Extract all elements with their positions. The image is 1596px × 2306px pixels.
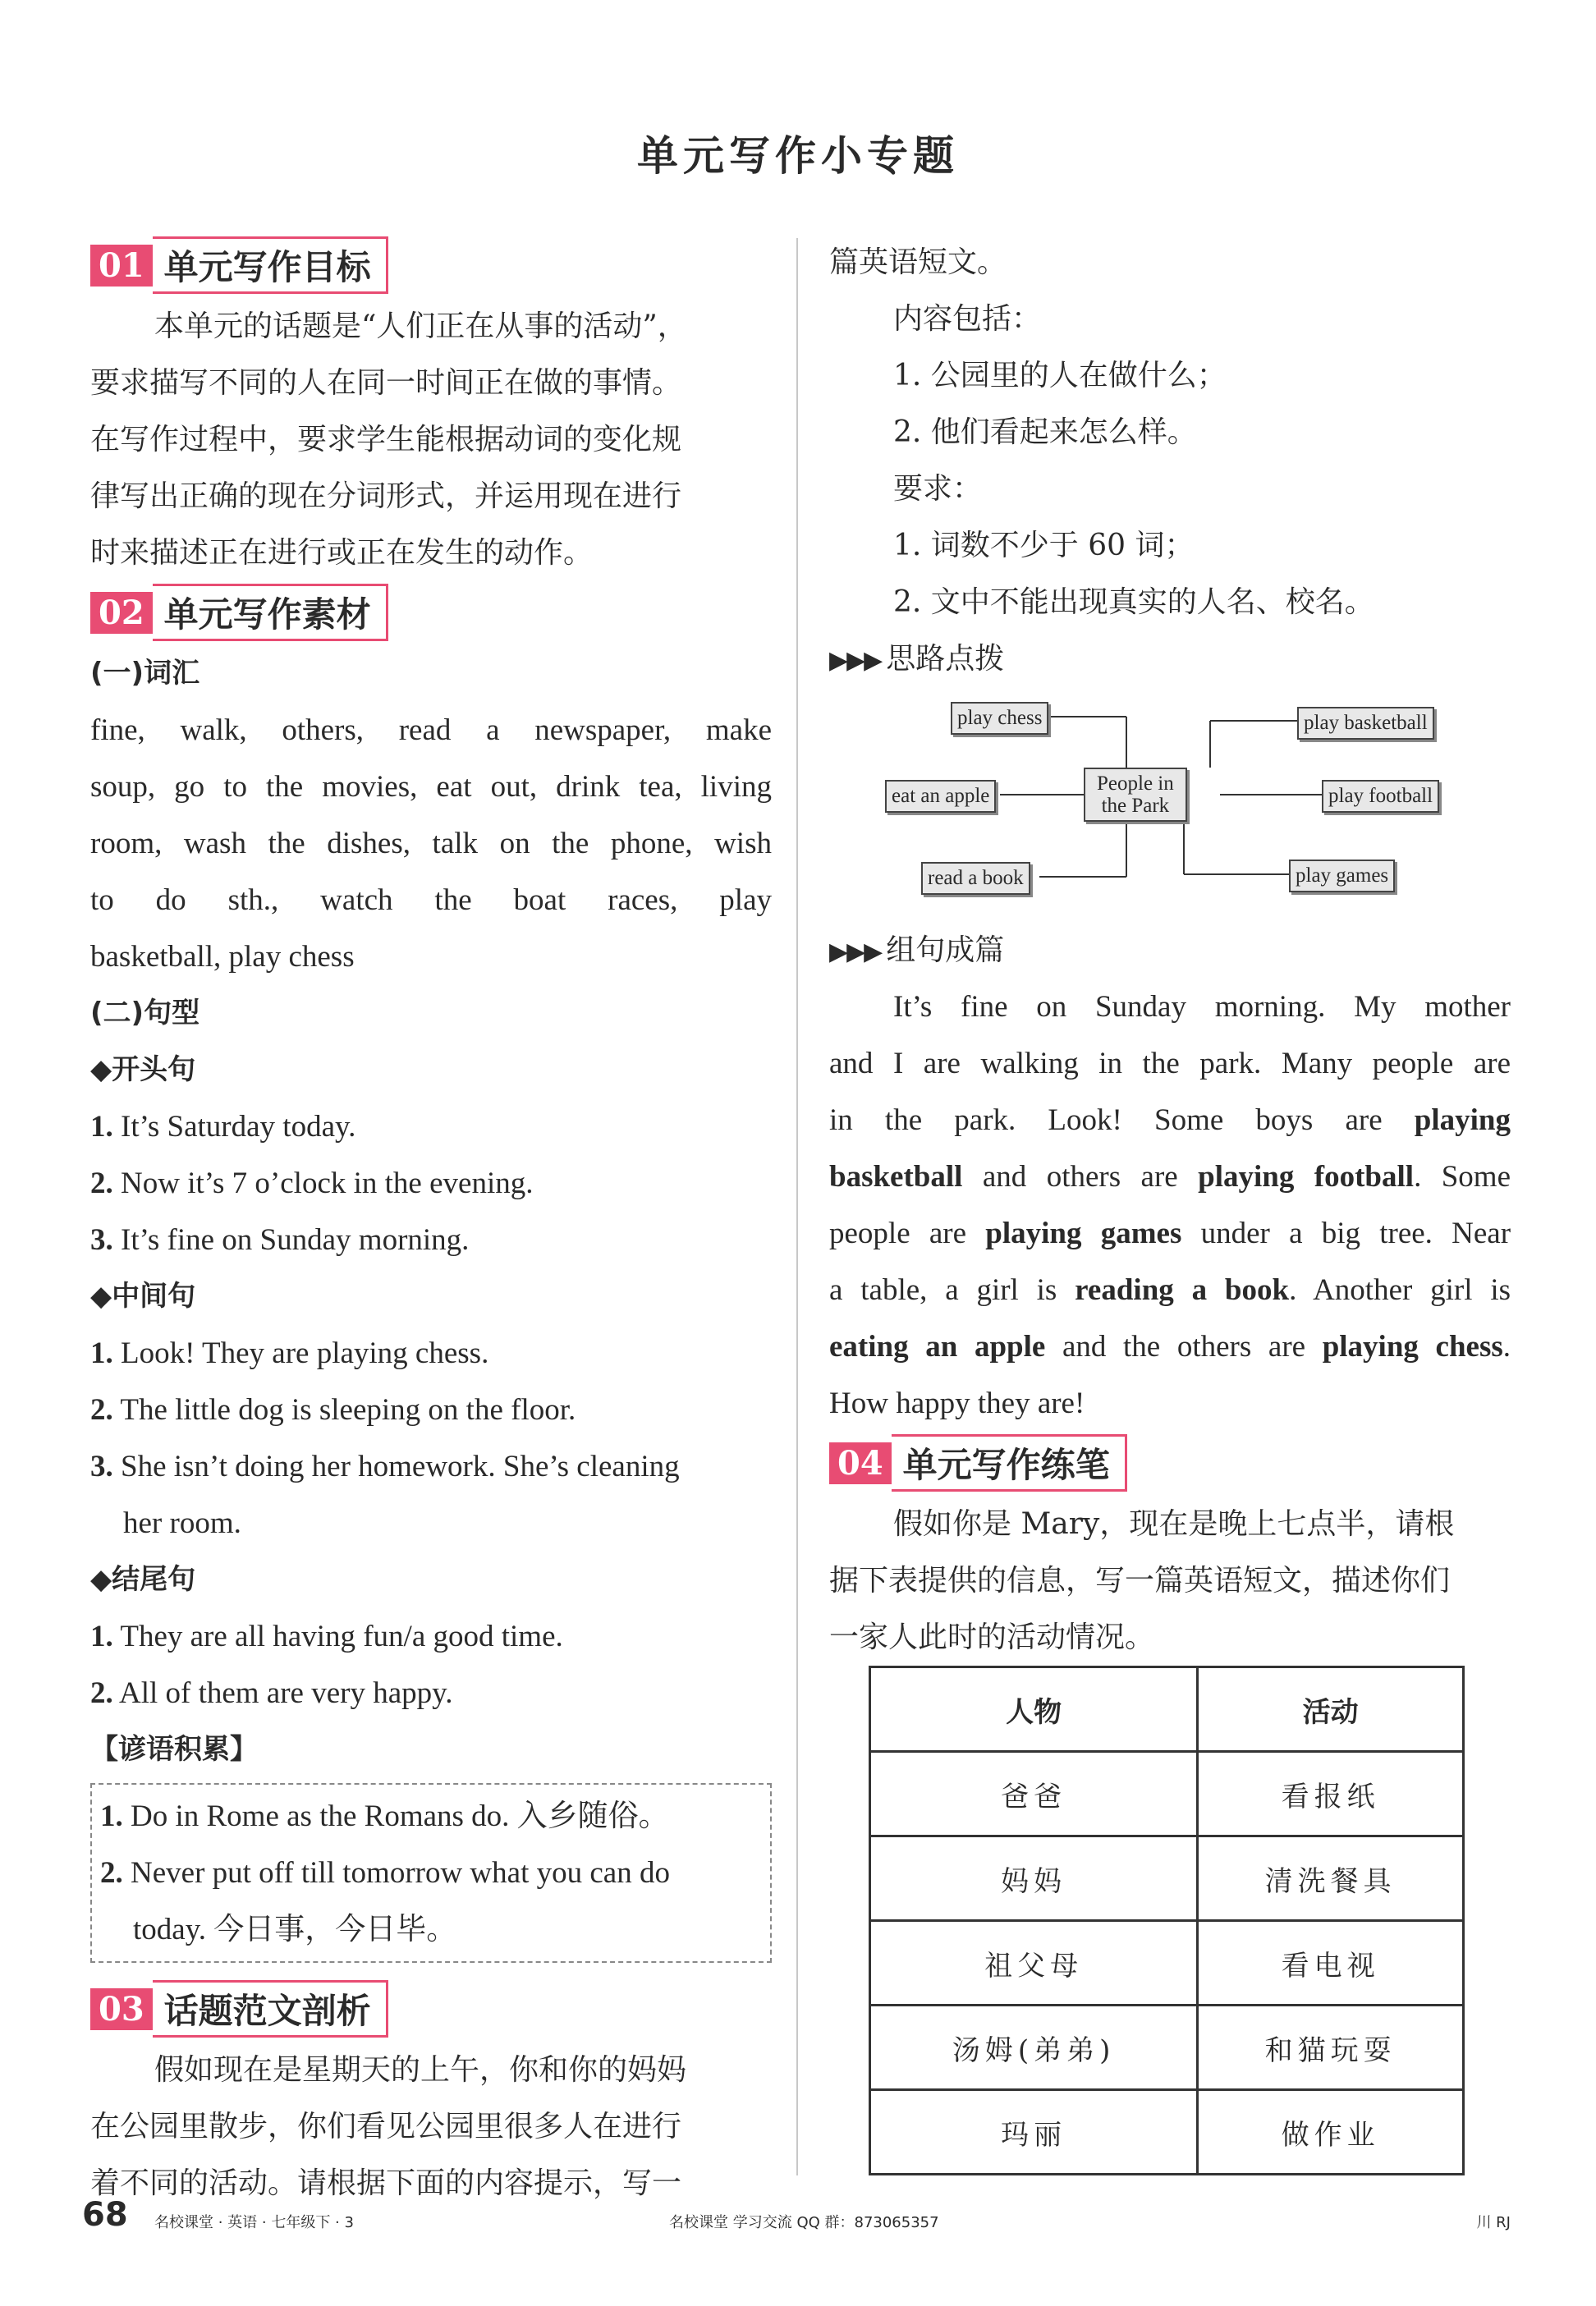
content-item: 1. 公园里的人在做什么； (893, 359, 1227, 392)
item-number: 2. (90, 1393, 113, 1427)
essay-text: in the park. Look! Some boys are (829, 1103, 1383, 1137)
proverb-heading: 【谚语积累】 (90, 1733, 258, 1766)
content-item: 2. 他们看起来怎么样。 (893, 415, 1197, 449)
sentence-item (90, 1212, 772, 1268)
essay-text: . Some (1414, 1160, 1511, 1194)
essay-text: and the others are (1062, 1330, 1306, 1364)
essay-text: a table, a girl is (829, 1273, 1057, 1307)
item-text: The little dog is sleeping on the floor. (120, 1393, 576, 1427)
proverb-item (100, 1788, 762, 1845)
essay-text: . Another girl is (1289, 1273, 1511, 1307)
opening-heading: ◆开头句 (90, 1053, 196, 1086)
person-cell: 爸爸 (870, 1752, 1198, 1836)
person-cell: 汤姆(弟弟) (870, 2006, 1198, 2090)
requirement-heading: 要求： (893, 472, 983, 506)
column-header-activity: 活动 (1198, 1667, 1464, 1752)
item-number: 1. (90, 1620, 113, 1653)
essay-line (829, 1262, 1511, 1318)
table-header-row (870, 1667, 1464, 1752)
paragraph-line: 要求描写不同的人在同一时间正在做的事情。 (90, 366, 682, 400)
essay-text: and others are (982, 1160, 1178, 1194)
vocab-line: room, wash the dishes, talk on the phone, wish (90, 827, 772, 860)
person-cell: 祖父母 (870, 1921, 1198, 2006)
closing-heading: ◆结尾句 (90, 1563, 196, 1596)
section-02-header (90, 586, 772, 639)
item-text: She isn’t doing her homework. She’s cleaning (121, 1450, 680, 1483)
section-number: 01 (90, 245, 153, 287)
table-row (870, 2090, 1464, 2175)
table-row (870, 1752, 1464, 1836)
center-line: the Park (1101, 795, 1170, 817)
paragraph-line: 假如你是 Mary，现在是晚上七点半，请根 (893, 1507, 1455, 1541)
activity-cell: 看电视 (1198, 1921, 1464, 2006)
proverb-box (90, 1783, 772, 1963)
vocab-line: soup, go to the movies, eat out, drink tea, living (90, 770, 772, 804)
proverb-continued: today. 今日事，今日毕。 (133, 1913, 457, 1946)
paragraph-line: 假如现在是星期天的上午，你和你的妈妈 (154, 2053, 687, 2087)
think-heading (829, 630, 1511, 687)
section-number: 04 (829, 1442, 892, 1484)
page-footer (82, 2196, 1511, 2237)
sentence-item (90, 1438, 772, 1495)
mind-map (829, 692, 1511, 914)
section-title: 话题范文剖析 (153, 1980, 388, 2038)
node-play-chess: play chess (951, 702, 1048, 735)
paragraph-line: 在公园里散步，你们看见公园里很多人在进行 (90, 2110, 682, 2143)
column-divider (796, 238, 798, 2175)
item-number: 2. (100, 1856, 123, 1890)
essay-line (829, 1092, 1511, 1148)
vocab-line: basketball, play chess (90, 940, 355, 974)
footer-qq-group: 名校课堂 学习交流 QQ 群：873065357 (669, 2214, 939, 2231)
node-play-basketball: play basketball (1297, 707, 1434, 740)
activity-cell: 清洗餐具 (1198, 1836, 1464, 1921)
essay-line (829, 1205, 1511, 1262)
table-row (870, 1836, 1464, 1921)
requirement-item: 2. 文中不能出现真实的人名、校名。 (893, 585, 1374, 619)
section-title: 单元写作练笔 (892, 1434, 1127, 1492)
essay-keyword: playing games (985, 1217, 1182, 1250)
paragraph-line: 本单元的话题是“人们正在从事的活动”， (154, 309, 687, 343)
section-title: 单元写作素材 (153, 584, 388, 641)
activity-cell: 做作业 (1198, 2090, 1464, 2175)
think-heading-label: 思路点拨 (886, 642, 1005, 676)
item-number: 1. (90, 1110, 113, 1144)
node-read-a-book: read a book (921, 862, 1030, 895)
table-row (870, 2006, 1464, 2090)
compose-heading-label: 组句成篇 (886, 933, 1005, 967)
essay-keyword: reading a book (1075, 1273, 1290, 1307)
vocab-line: to do sth., watch the boat races, play (90, 883, 772, 917)
item-text: It’s Saturday today. (121, 1110, 356, 1144)
center-line: People in (1097, 772, 1174, 795)
section-03-header (90, 1983, 772, 2035)
node-eat-an-apple: eat an apple (885, 780, 996, 813)
middle-heading: ◆中间句 (90, 1280, 196, 1313)
section-01-header (90, 239, 772, 291)
essay-keyword: basketball (829, 1160, 963, 1194)
section-04-header (829, 1437, 1511, 1489)
pattern-heading: (二)句型 (90, 997, 200, 1029)
proverb-item (100, 1845, 762, 1901)
person-cell: 妈妈 (870, 1836, 1198, 1921)
sentence-item (90, 1325, 772, 1382)
proverb-text: Never put off till tomorrow what you can do (131, 1856, 670, 1890)
sentence-item (90, 1382, 772, 1438)
item-number: 2. (90, 1167, 113, 1200)
essay-keyword: eating an apple (829, 1330, 1046, 1364)
item-text: Now it’s 7 o’clock in the evening. (121, 1167, 534, 1200)
section-number: 02 (90, 592, 153, 634)
essay-keyword: playing chess (1322, 1330, 1503, 1364)
sentence-item (90, 1665, 772, 1721)
page-title: 单元写作小专题 (637, 132, 959, 180)
requirement-item: 1. 词数不少于 60 词； (893, 529, 1195, 562)
paragraph-line: 篇英语短文。 (829, 245, 1007, 279)
item-number: 3. (90, 1450, 113, 1483)
item-text: Look! They are playing chess. (121, 1336, 489, 1370)
column-header-person: 人物 (870, 1667, 1198, 1752)
essay-line (829, 1318, 1511, 1375)
essay-keyword: playing football (1198, 1160, 1415, 1194)
essay-line: and I are walking in the park. Many people are (829, 1047, 1511, 1080)
page-number: 68 (82, 2196, 128, 2234)
footer-book-info: 名校课堂 · 英语 · 七年级下 · 3 (154, 2214, 354, 2231)
section-number: 03 (90, 1988, 153, 2030)
item-number: 3. (90, 1223, 113, 1257)
mind-map-center (1084, 768, 1187, 822)
footer-edition: 川 RJ (1476, 2214, 1511, 2231)
paragraph-line: 律写出正确的现在分词形式，并运用现在进行 (90, 479, 682, 513)
paragraph-line: 在写作过程中，要求学生能根据动词的变化规 (90, 423, 682, 456)
proverb-text: Do in Rome as the Romans do. 入乡随俗。 (131, 1799, 669, 1833)
essay-text: people are (829, 1217, 967, 1250)
compose-heading (829, 922, 1511, 979)
paragraph-line: 着不同的活动。请根据下面的内容提示，写一 (90, 2166, 682, 2200)
left-column (90, 234, 772, 2212)
triple-arrow-icon: ▶▶▶ (829, 646, 882, 675)
node-play-games: play games (1289, 860, 1395, 892)
sentence-item-continued: her room. (123, 1506, 241, 1540)
vocab-heading: (一)词汇 (90, 657, 200, 690)
paragraph-line: 一家人此时的活动情况。 (829, 1621, 1155, 1654)
triple-arrow-icon: ▶▶▶ (829, 938, 882, 966)
sentence-item (90, 1098, 772, 1155)
vocab-line: fine, walk, others, read a newspaper, make (90, 713, 772, 747)
essay-text: . (1502, 1330, 1511, 1364)
paragraph-line: 据下表提供的信息，写一篇英语短文，描述你们 (829, 1564, 1451, 1598)
item-number: 2. (90, 1676, 113, 1710)
sentence-item (90, 1155, 772, 1212)
right-column (829, 234, 1511, 2175)
essay-line (829, 1148, 1511, 1205)
node-play-football: play football (1322, 780, 1439, 813)
essay-text: under a big tree. Near (1200, 1217, 1511, 1250)
sentence-item (90, 1608, 772, 1665)
activity-table (869, 1666, 1465, 2175)
item-number: 1. (100, 1799, 123, 1833)
item-text: They are all having fun/a good time. (120, 1620, 563, 1653)
section-title: 单元写作目标 (153, 236, 388, 294)
item-number: 1. (90, 1336, 113, 1370)
table-row (870, 1921, 1464, 2006)
essay-keyword: playing (1414, 1103, 1511, 1137)
item-text: It’s fine on Sunday morning. (121, 1223, 470, 1257)
item-text: All of them are very happy. (118, 1676, 453, 1710)
person-cell: 玛丽 (870, 2090, 1198, 2175)
activity-cell: 和猫玩耍 (1198, 2006, 1464, 2090)
essay-line: How happy they are! (829, 1387, 1085, 1420)
content-heading: 内容包括： (893, 302, 1042, 336)
essay-line: It’s fine on Sunday morning. My mother (893, 990, 1511, 1024)
paragraph-line: 时来描述正在进行或正在发生的动作。 (90, 536, 594, 570)
activity-cell: 看报纸 (1198, 1752, 1464, 1836)
